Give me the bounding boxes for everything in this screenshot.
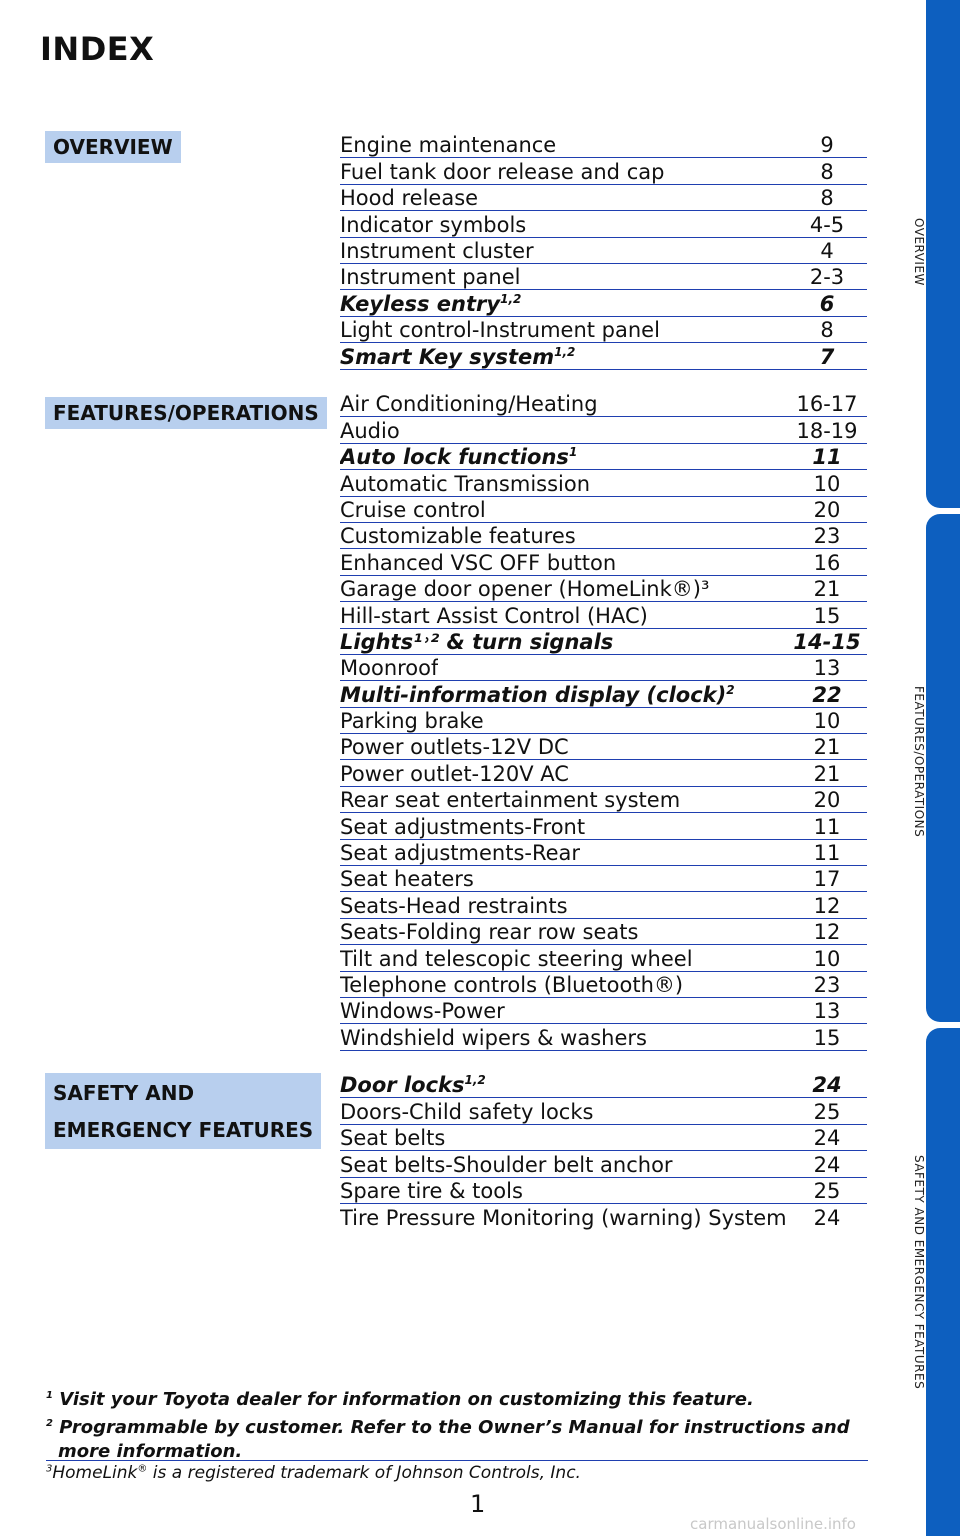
index-entry-name-text: Telephone controls (Bluetooth®) — [340, 972, 684, 997]
index-entry-name-text: Seat adjustments-Rear — [340, 841, 581, 866]
index-entry-name-text: Door locks — [340, 1073, 465, 1098]
index-entry — [340, 681, 867, 707]
index-entry — [340, 629, 867, 655]
index-list-safety — [340, 1072, 867, 1230]
index-entry-name — [340, 867, 474, 891]
index-entry-name-text: Engine maintenance — [340, 133, 557, 158]
index-entry-name-text: Moonroof — [340, 656, 439, 681]
index-entry-name-text: Tire Pressure Monitoring (warning) System — [340, 1206, 787, 1231]
index-list-features — [340, 391, 867, 1051]
index-entry-name — [340, 213, 526, 237]
index-entry — [340, 549, 867, 575]
index-entry-page: 2-3 — [809, 265, 845, 290]
index-entry-page: 23 — [813, 972, 841, 997]
index-entry — [340, 866, 867, 892]
index-entry-page: 11 — [813, 814, 841, 839]
index-entry-name-text: Tilt and telescopic steering wheel — [340, 946, 693, 971]
index-entry-name — [340, 894, 568, 918]
index-entry-name-text: Indicator symbols — [340, 212, 527, 237]
index-entry-page: 6 — [819, 291, 835, 316]
footnote-ref: 2 — [726, 682, 735, 697]
index-entry — [340, 185, 867, 211]
footnotes — [46, 1384, 866, 1464]
section-label-features — [45, 397, 327, 429]
index-entry — [340, 132, 867, 158]
index-entry — [340, 892, 867, 918]
index-entry-name-text: Instrument panel — [340, 265, 521, 290]
index-entry-page: 23 — [813, 524, 841, 549]
index-entry-page: 16 — [813, 550, 841, 575]
footnote-text: Visit your Toyota dealer for information on customizing this feature. — [59, 1389, 754, 1410]
index-entry-page: 21 — [813, 761, 841, 786]
index-entry-name-text: Seat heaters — [340, 867, 474, 892]
section-label-text: FEATURES/OPERATIONS — [53, 401, 319, 425]
index-entry-name-text: Hill-start Assist Control (HAC) — [340, 603, 648, 628]
index-entry-name-text: Lights¹˒² & turn signals — [340, 629, 614, 654]
index-entry-name-text: Light control-Instrument panel — [340, 318, 660, 343]
index-entry-name — [340, 999, 505, 1023]
index-entry — [340, 523, 867, 549]
index-entry-name-text: Audio — [340, 418, 400, 443]
side-tab-label-overview: OVERVIEW — [912, 218, 926, 286]
registered-mark: ® — [137, 1463, 148, 1475]
index-entry-name-text: Windows-Power — [340, 999, 505, 1024]
index-entry-name — [340, 678, 735, 707]
index-entry-name-text: Windshield wipers & washers — [340, 1025, 647, 1050]
index-entry-name — [340, 287, 521, 316]
section-label-safety — [45, 1073, 321, 1149]
index-entry-page: 8 — [820, 186, 834, 211]
index-entry-name — [340, 498, 486, 522]
index-entry — [340, 840, 867, 866]
index-entry — [340, 760, 867, 786]
index-entry — [340, 1072, 867, 1098]
page-number: 1 — [470, 1490, 486, 1518]
index-entry — [340, 444, 867, 470]
index-entry-page: 8 — [820, 159, 834, 184]
index-entry-name-text: Automatic Transmission — [340, 471, 591, 496]
index-entry-page: 14-15 — [793, 629, 861, 654]
side-tab-features[interactable] — [926, 514, 960, 1022]
footnote-ref: 1 — [568, 445, 578, 460]
index-entry-name — [340, 788, 680, 812]
index-entry-page: 12 — [813, 893, 841, 918]
index-entry-page: 21 — [813, 735, 841, 760]
index-entry — [340, 813, 867, 839]
section-label-text: OVERVIEW — [53, 135, 173, 159]
index-entry-name — [340, 1068, 486, 1097]
section-label-overview — [45, 131, 181, 163]
footnote-mark: 3 — [46, 1463, 53, 1475]
index-entry-name-text: Seats-Head restraints — [340, 893, 568, 918]
index-entry-name — [340, 340, 575, 369]
index-entry — [340, 391, 867, 417]
footnote-1 — [46, 1384, 866, 1412]
index-entry-page: 12 — [813, 920, 841, 945]
index-entry-name — [340, 709, 484, 733]
index-entry-name-text: Air Conditioning/Heating — [340, 392, 598, 417]
index-entry-name — [340, 186, 478, 210]
index-entry — [340, 1098, 867, 1124]
index-entry-page: 10 — [813, 471, 841, 496]
index-entry — [340, 1024, 867, 1050]
index-entry-name — [340, 1126, 445, 1150]
index-entry-name-text: Instrument cluster — [340, 238, 534, 263]
index-entry — [340, 708, 867, 734]
index-entry-name — [340, 392, 598, 416]
footnote-ref: 1,2 — [554, 344, 576, 359]
index-entry-name-text: Seats-Folding rear row seats — [340, 920, 639, 945]
index-entry-name-text: Seat belts — [340, 1126, 446, 1151]
index-entry-page: 13 — [813, 999, 841, 1024]
index-entry-name-text: Garage door opener (HomeLink®)³ — [340, 577, 710, 602]
index-entry-name-text: Seat adjustments-Front — [340, 814, 586, 839]
side-tab-safety[interactable] — [926, 1028, 960, 1536]
index-entry-name-text: Customizable features — [340, 524, 576, 549]
index-entry-name-text: Auto lock functions — [340, 445, 569, 470]
index-entry-name-text: Multi-information display (clock) — [340, 682, 727, 707]
index-entry — [340, 1204, 867, 1230]
section-label-text: EMERGENCY FEATURES — [53, 1118, 314, 1142]
index-entry-page: 11 — [813, 841, 841, 866]
index-entry-name-text: Keyless entry — [340, 291, 501, 316]
index-entry — [340, 1151, 867, 1177]
index-entry-name-text: Parking brake — [340, 709, 484, 734]
side-tab-label-safety: SAFETY AND EMERGENCY FEATURES — [912, 1155, 926, 1390]
index-entry-name-text: Power outlets-12V DC — [340, 735, 569, 760]
index-entry-name — [340, 920, 638, 944]
index-entry — [340, 1125, 867, 1151]
footnote-ref: 1,2 — [500, 291, 522, 306]
index-entry — [340, 919, 867, 945]
side-tab-strip — [926, 0, 960, 1536]
index-entry-name-text: Cruise control — [340, 497, 486, 522]
index-entry — [340, 998, 867, 1024]
index-entry-page: 10 — [813, 709, 841, 734]
index-entry-name — [340, 419, 400, 443]
index-entry-page: 16-17 — [796, 392, 858, 417]
index-entry-name — [340, 160, 664, 184]
index-entry — [340, 1178, 867, 1204]
index-entry-name — [340, 630, 613, 654]
index-entry-name-text: Power outlet-120V AC — [340, 761, 569, 786]
index-entry-page: 22 — [812, 682, 842, 707]
index-entry-page: 25 — [813, 1178, 841, 1203]
index-entry-name — [340, 604, 648, 628]
index-entry — [340, 972, 867, 998]
footnote-mark: 2 — [46, 1418, 53, 1429]
index-entry-name — [340, 472, 590, 496]
index-list-overview — [340, 132, 867, 370]
index-entry-name — [340, 551, 616, 575]
index-entry — [340, 470, 867, 496]
footnote-ref: 1,2 — [464, 1073, 486, 1088]
index-entry-name — [340, 1100, 593, 1124]
side-tab-label-features: FEATURES/OPERATIONS — [912, 686, 926, 838]
footnote-text: Programmable by customer. Refer to the Owner’s Manual for instructions and more information. — [58, 1417, 850, 1462]
index-entry-name — [340, 524, 576, 548]
index-entry-name-text: Rear seat entertainment system — [340, 788, 681, 813]
index-entry-page: 10 — [813, 946, 841, 971]
index-entry-page: 20 — [813, 497, 841, 522]
index-entry — [340, 602, 867, 628]
page-title: INDEX — [40, 30, 155, 68]
index-entry — [340, 787, 867, 813]
footnote-text: is a registered trademark of Johnson Controls, Inc. — [147, 1463, 581, 1483]
index-entry-name — [340, 815, 585, 839]
index-entry-name — [340, 1206, 787, 1230]
index-entry-page: 8 — [820, 318, 834, 343]
section-label-text: SAFETY AND — [53, 1081, 195, 1105]
index-entry-name — [340, 318, 660, 342]
index-entry — [340, 734, 867, 760]
watermark: carmanualsonline.info — [690, 1515, 856, 1533]
index-entry — [340, 158, 867, 184]
index-entry-name — [340, 239, 534, 263]
index-entry — [340, 211, 867, 237]
index-entry-page: 24 — [812, 1073, 842, 1098]
index-entry-page: 4 — [820, 238, 834, 263]
index-entry-page: 24 — [813, 1152, 841, 1177]
index-entry-page: 9 — [820, 133, 834, 158]
index-entry — [340, 497, 867, 523]
index-entry-name-text: Smart Key system — [340, 344, 555, 369]
index-entry — [340, 238, 867, 264]
index-entry-name — [340, 841, 580, 865]
footnote-2 — [46, 1412, 866, 1464]
index-entry-page: 25 — [813, 1099, 841, 1124]
index-entry-name — [340, 133, 556, 157]
index-entry-page: 11 — [812, 445, 842, 470]
index-entry-name — [340, 1026, 647, 1050]
index-entry-page: 4-5 — [809, 212, 845, 237]
index-entry-page: 21 — [813, 577, 841, 602]
index-entry-page: 20 — [813, 788, 841, 813]
index-entry-name — [340, 973, 683, 997]
index-entry-name — [340, 762, 569, 786]
index-entry-name-text: Fuel tank door release and cap — [340, 159, 665, 184]
index-entry-name — [340, 265, 520, 289]
index-entry — [340, 343, 867, 369]
index-entry — [340, 945, 867, 971]
side-tab-overview[interactable] — [926, 0, 960, 508]
index-entry-name-text: Spare tire & tools — [340, 1178, 523, 1203]
index-entry-name — [340, 577, 709, 601]
footnote-3 — [46, 1460, 868, 1483]
index-entry-name — [340, 1153, 673, 1177]
index-entry-name — [340, 735, 569, 759]
index-entry-page: 15 — [813, 603, 841, 628]
index-entry-page: 18-19 — [796, 418, 858, 443]
index-entry-name-text: Enhanced VSC OFF button — [340, 550, 617, 575]
index-entry-page: 15 — [813, 1025, 841, 1050]
index-entry-name-text: Seat belts-Shoulder belt anchor — [340, 1152, 673, 1177]
index-entry-page: 24 — [813, 1206, 841, 1231]
index-entry-name — [340, 656, 438, 680]
index-entry-name-text: Doors-Child safety locks — [340, 1099, 594, 1124]
index-entry-name — [340, 1179, 523, 1203]
footnote-mark: 1 — [46, 1390, 53, 1401]
index-entry-page: 7 — [819, 344, 835, 369]
index-entry-page: 17 — [813, 867, 841, 892]
index-entry-page: 24 — [813, 1126, 841, 1151]
index-entry — [340, 576, 867, 602]
footnote-text: HomeLink — [52, 1463, 138, 1483]
index-entry-page: 13 — [813, 656, 841, 681]
index-entry-name — [340, 947, 693, 971]
index-entry-name-text: Hood release — [340, 186, 479, 211]
index-entry — [340, 290, 867, 316]
index-entry-name — [340, 440, 577, 469]
